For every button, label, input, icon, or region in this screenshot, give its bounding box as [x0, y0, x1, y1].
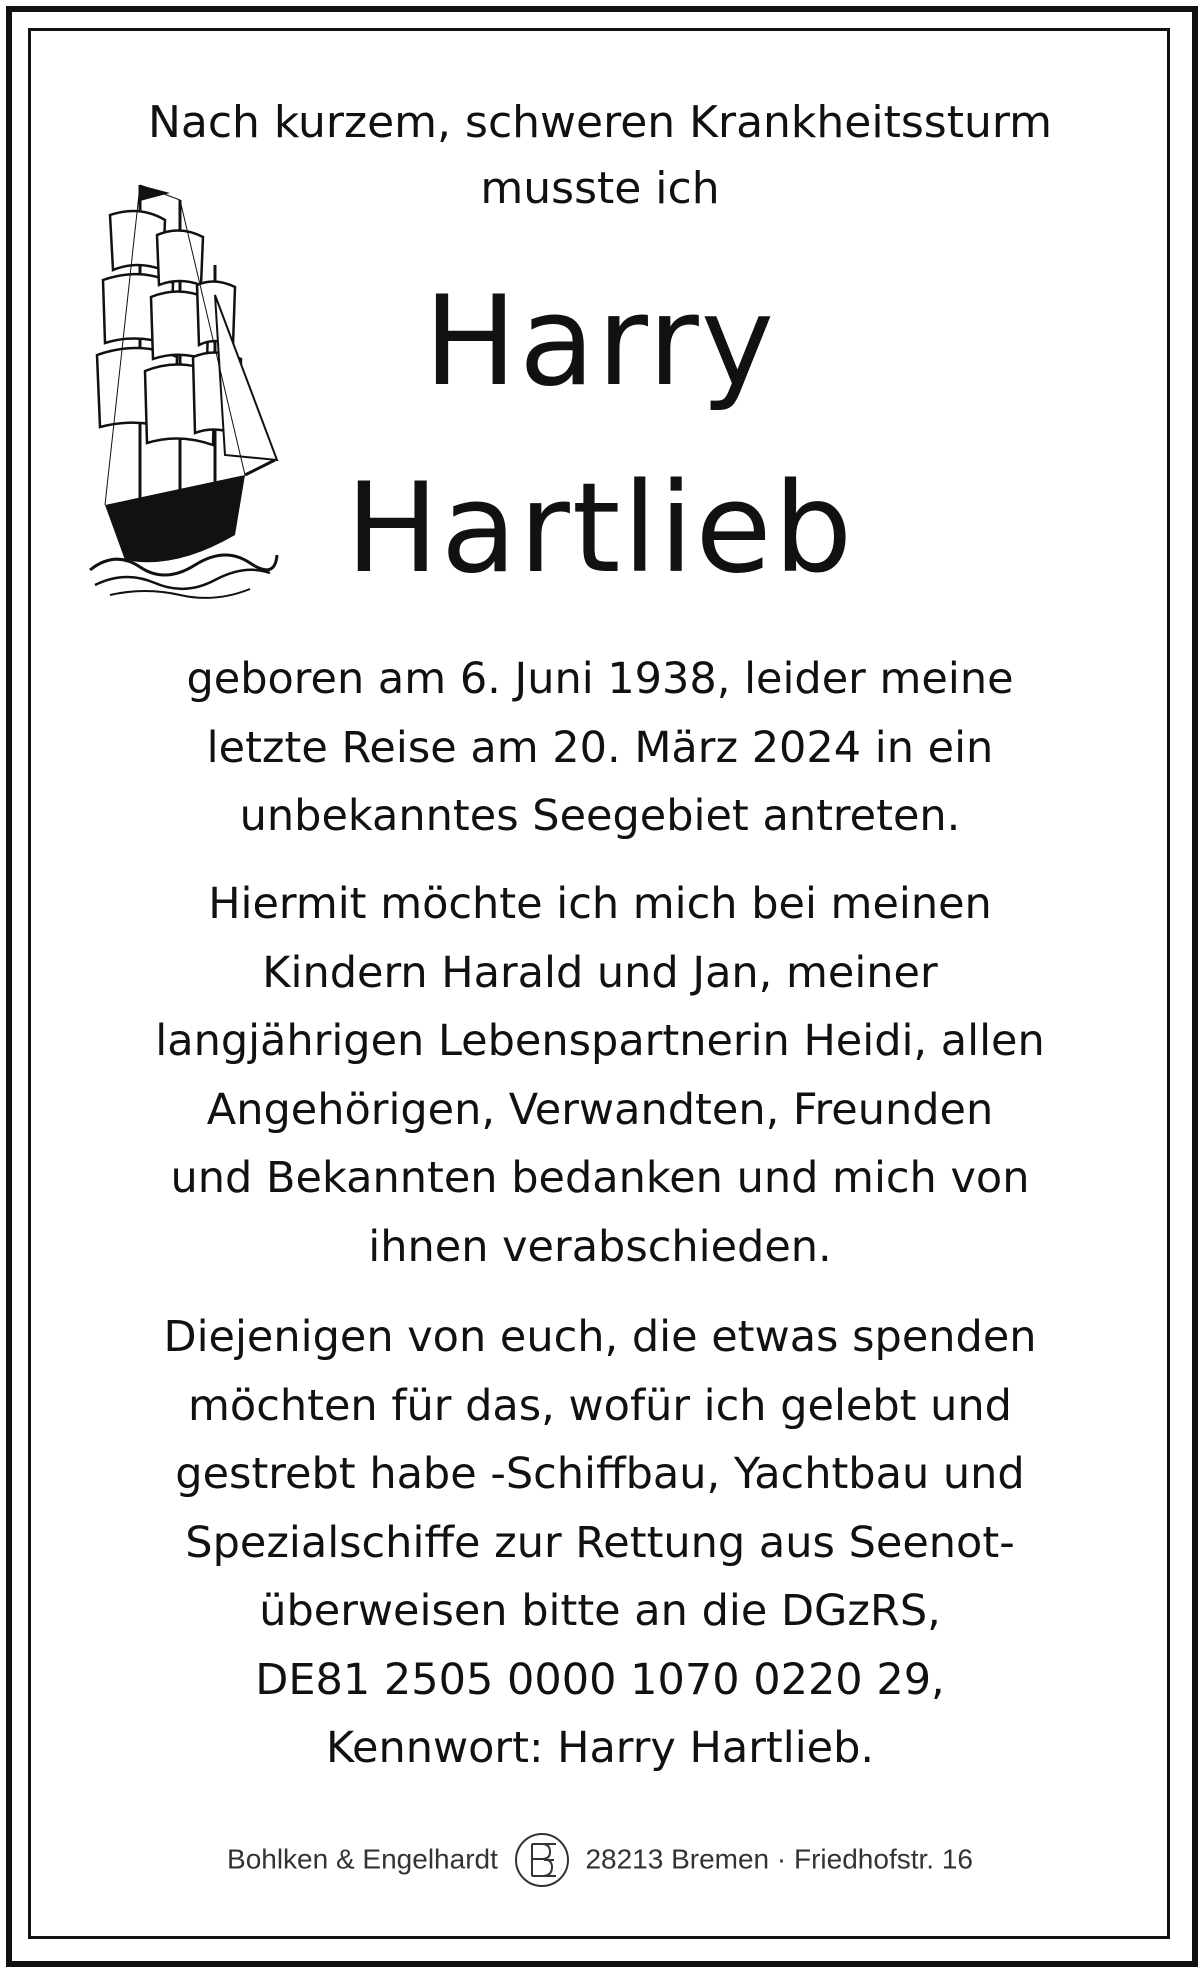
paragraph-donation [60, 1303, 1140, 1783]
text-line: ihnen verabschieden. [368, 1221, 832, 1272]
text-line: DE81 2505 0000 1070 0220 29, [255, 1654, 945, 1705]
text-line: langjährigen Lebenspartnerin Heidi, allen [155, 1016, 1045, 1066]
text-line: und Bekannten bedanken und mich von [170, 1153, 1030, 1203]
text-line: Kindern Harald und Jan, meiner [262, 947, 938, 998]
company-address: 28213 Bremen · Friedhofstr. 16 [585, 1843, 973, 1875]
be-logo-icon [512, 1830, 572, 1890]
paragraph-thanks [60, 870, 1140, 1281]
name-last: Hartlieb [345, 457, 855, 601]
text-line: Diejenigen von euch, die etwas spenden [163, 1312, 1037, 1362]
text-line: Hiermit möchte ich mich bei meinen [208, 879, 992, 929]
text-line: gestrebt habe -Schiffbau, Yachtbau und [175, 1449, 1025, 1499]
paragraph-birth-death [60, 645, 1140, 851]
intro-line: Nach kurzem, schweren Krankheitssturm [147, 97, 1053, 148]
text-line: Angehörigen, Verwandten, Freunden [206, 1084, 994, 1135]
text-line: Spezialschiffe zur Rettung aus Seenot- [185, 1517, 1015, 1568]
text-line: letzte Reise am 20. März 2024 in ein [206, 722, 994, 773]
intro-line: musste ich [480, 163, 720, 214]
text-line: Kennwort: Harry Hartlieb. [325, 1723, 875, 1773]
text-line: möchten für das, wofür ich gelebt und [188, 1380, 1012, 1431]
text-line: überweisen bitte an die DGzRS, [259, 1586, 941, 1636]
footer-undertaker [60, 1828, 1140, 1890]
text-line: geboren am 6. Juni 1938, leider meine [186, 654, 1014, 704]
company-name: Bohlken & Engelhardt [227, 1843, 498, 1875]
name-first: Harry [423, 270, 777, 414]
text-line: unbekanntes Seegebiet antreten. [239, 791, 961, 841]
